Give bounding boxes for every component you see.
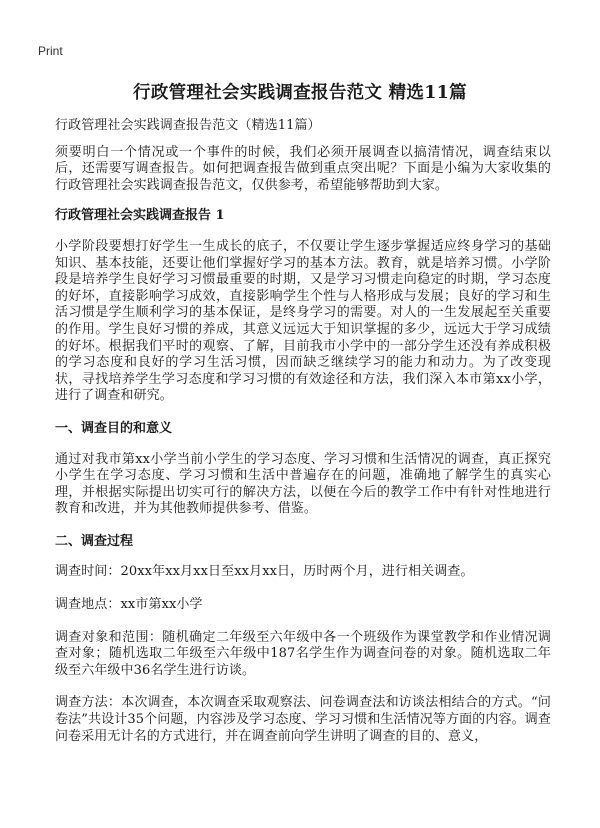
report-paragraph: 小学阶段要想打好学生一生成长的底子，不仅要让学生逐步掌握适应终身学习的基础知识、基本技能，还要让他们掌握好学习的基本方法。教育，就是培养习惯。小学阶段是培养学生良好学习习惯最重要的时期，又是学习习惯走向稳定的时期，学习态度的好坏，直接影响学习成效，直接影响学生个性与人格形成与发展；良好的学习和生活习惯是学生顺利学习的基本保证，是终身学习的需要。对人的一生发展起至关重要的作用。学生良好习惯的养成，其意义远远大于知识掌握的多少，远远大于学习成绩的好坏。根据我们平时的观察、了解，目前我市小学中的一部分学生还没有养成积极的学习态度和良好的学习生活习惯，因而缺乏继续学习的能力和动力。为了改变现状，寻找培养学生学习态度和学习习惯的有效途径和方法，我们深入本市第xx小学，进行了调查和研究。: [55, 238, 551, 404]
survey-method-paragraph: 调查方法：本次调查，本次调查采取观察法、问卷调查法和访谈法相结合的方式。“问卷法”共设计35个问题，内容涉及学习态度、学习习惯和生活情况等方面的内容。调查问卷采用无计名的方式进行，并在调查前向学生讲明了调查的目的、意义，: [55, 695, 551, 744]
section-purpose-paragraph: 通过对我市第xx小学当前小学生的学习态度、学习习惯和生活情况的调查，真正探究小学生在学习态度、学习习惯和生活中普遍存在的问题，准确地了解学生的真实心理，并根据实际提出切实可行的解决方法，以便在今后的教学工作中有针对性地进行教育和改进，并为其他教师提供参考、借鉴。: [55, 451, 551, 517]
document-title: 行政管理社会实践调查报告范文 精选11篇: [133, 83, 467, 103]
survey-place-paragraph: 调查地点：xx市第xx小学: [55, 597, 203, 613]
document-body: [55, 118, 551, 759]
intro-paragraph: 须要明白一个情况或一个事件的时候，我们必须开展调查以搞清情况，调查结束以后，还需要写调查报告。如何把调查报告做到重点突出呢？下面是小编为大家收集的行政管理社会实践调查报告范文，仅供参考，希望能够帮助到大家。: [55, 144, 551, 193]
survey-time-paragraph: 调查时间：20xx年xx月xx日至xx月xx日，历时两个月，进行相关调查。: [55, 564, 474, 580]
print-link[interactable]: Print: [38, 44, 63, 58]
document-subtitle: 行政管理社会实践调查报告范文（精选11篇）: [55, 118, 321, 133]
report-heading: 行政管理社会实践调查报告 1: [55, 208, 225, 224]
survey-scope-paragraph: 调查对象和范围：随机确定二年级至六年级中各一个班级作为课堂教学和作业情况调查对象；随机选取二年级至六年级中187名学生作为调查问卷的对象。随机选取二年级至六年级中36名学生进行访谈。: [55, 629, 551, 678]
section-purpose-heading: 一、调查目的和意义: [55, 420, 173, 436]
section-process-heading: 二、调查过程: [55, 533, 134, 549]
